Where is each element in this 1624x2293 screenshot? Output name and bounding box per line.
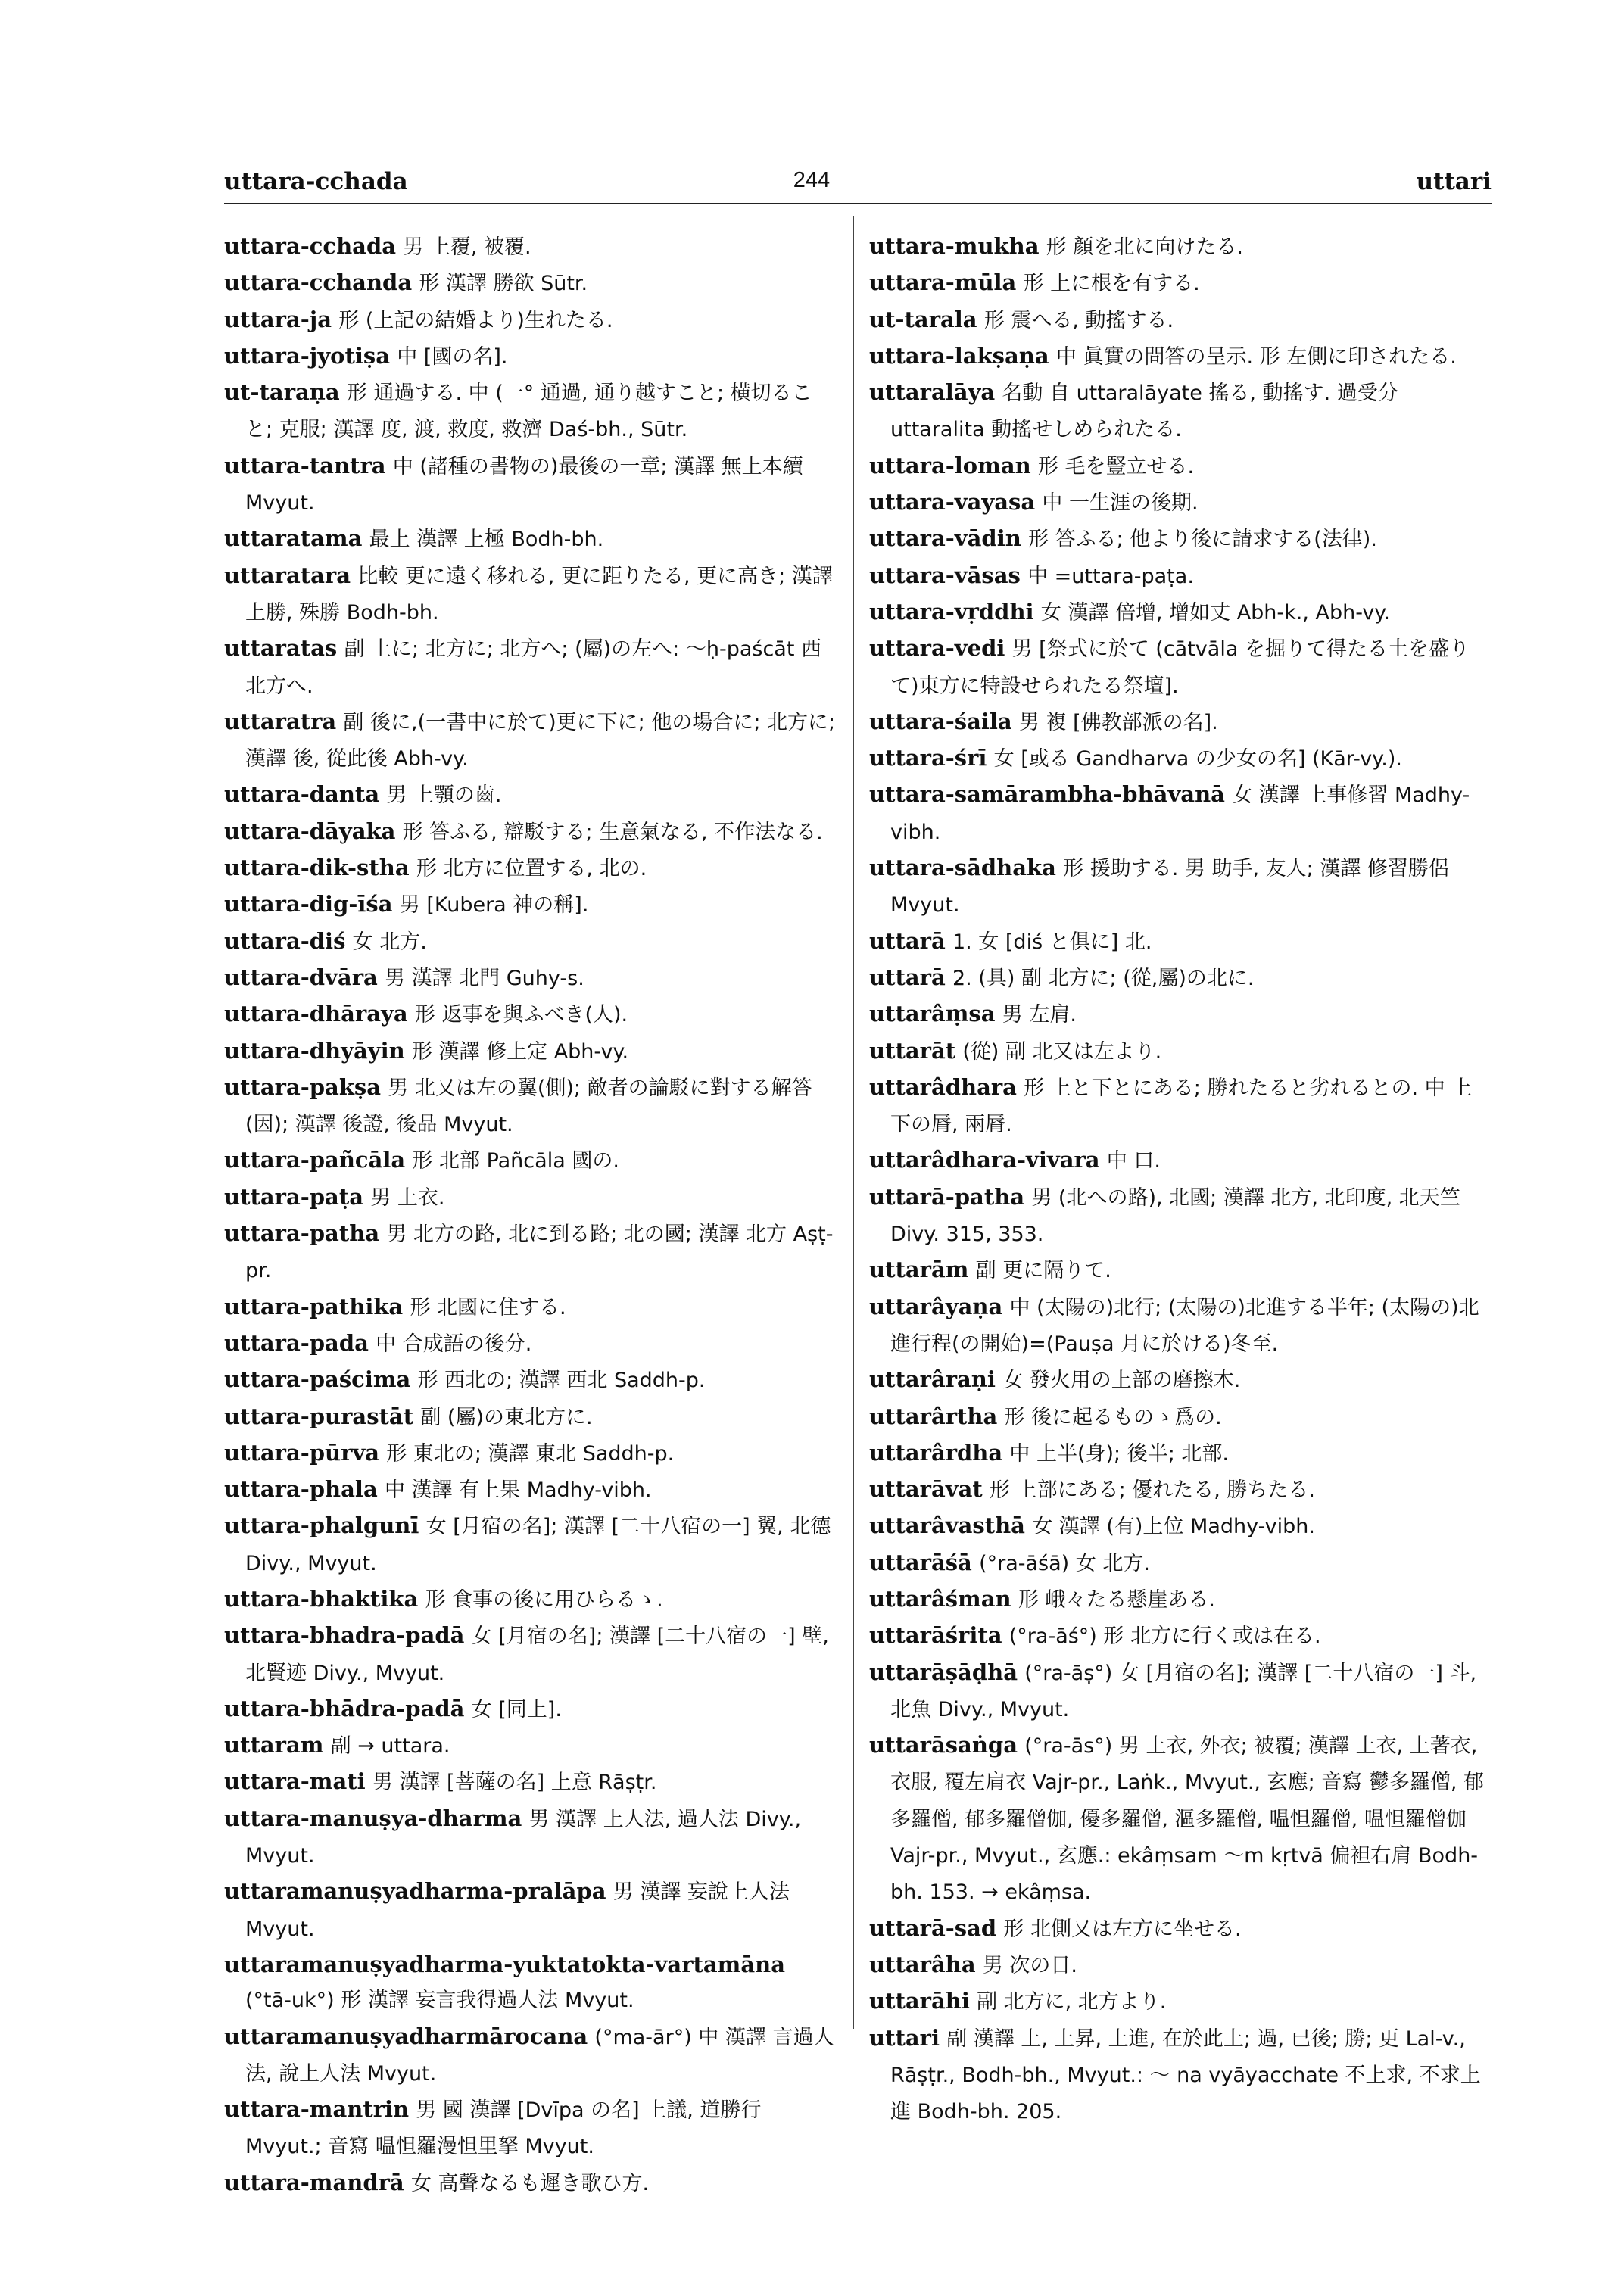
entry-definition: 女 漢譯 上事修習 Madhy-vibh.: [890, 784, 1470, 844]
dictionary-entry: [869, 1252, 1492, 1288]
dictionary-entry: [869, 229, 1492, 265]
entry-headword: uttara-bhādra-padā: [224, 1695, 465, 1721]
entry-definition: 1. 女 [diś と俱に] 北.: [952, 930, 1152, 954]
entry-definition: 女 漢譯 倍增, 增如丈 Abh-k., Abh-vy.: [1040, 600, 1390, 625]
entry-headword: ut-taraṇa: [224, 379, 340, 406]
entry-headword: uttarâraṇi: [869, 1366, 996, 1393]
entry-definition: (從) 副 北又は左より.: [962, 1039, 1162, 1064]
entry-definition: 形 漢譯 修上定 Abh-vy.: [411, 1039, 629, 1064]
entry-definition: 女 漢譯 (有)上位 Madhy-vibh.: [1032, 1515, 1315, 1539]
dictionary-entry: [224, 1801, 836, 1874]
entry-headword: uttaratama: [224, 525, 363, 552]
entry-headword: uttara-samārambha-bhāvanā: [869, 781, 1225, 808]
entry-definition: 2. (具) 副 北方に; (從,屬)の北に.: [952, 966, 1255, 990]
entry-definition: 男 左肩.: [1002, 1003, 1077, 1027]
dictionary-entry: [869, 521, 1492, 557]
entry-definition: 男 上衣.: [370, 1185, 445, 1210]
running-head-left: uttara-cchada: [224, 168, 408, 195]
entry-definition: 形 後に起るものゝ爲の.: [1004, 1405, 1222, 1429]
entry-headword: uttara-cchanda: [224, 269, 413, 296]
entry-definition: 形 東北の; 漢譯 東北 Saddh-p.: [386, 1441, 675, 1466]
dictionary-entry: [224, 1728, 836, 1764]
entry-headword: uttari: [869, 2024, 940, 2051]
dictionary-entry: [224, 631, 836, 704]
entry-headword: uttaratara: [224, 562, 351, 588]
entry-headword: uttarâha: [869, 1951, 976, 1977]
dictionary-entry: [224, 2165, 836, 2201]
entry-definition: (°ra-āś°) 形 北方に行く或は在る.: [1008, 1625, 1321, 1649]
dictionary-entry: [224, 338, 836, 375]
entry-definition: 形 西北の; 漢譯 西北 Saddh-p.: [417, 1369, 706, 1393]
dictionary-entry: [224, 1618, 836, 1691]
dictionary-entry: [224, 1508, 836, 1581]
entry-definition: 形 答ふる, 辯駁する; 生意氣なる, 不作法なる.: [402, 820, 823, 844]
dictionary-entry: [869, 1545, 1492, 1581]
entry-headword: uttara-sādhaka: [869, 855, 1056, 881]
entry-definition: 男 次の日.: [982, 1953, 1078, 1977]
entry-headword: uttara-śaila: [869, 708, 1012, 734]
dictionary-entry: [869, 1435, 1492, 1472]
entry-definition: 最上 漢譯 上極 Bodh-bh.: [369, 528, 604, 552]
running-head-right: uttari: [1416, 168, 1492, 195]
dictionary-entry: [224, 448, 836, 522]
page-number: 244: [793, 168, 831, 192]
dictionary-entry: [869, 1142, 1492, 1179]
entry-definition: 男 [Kubera 神の稱].: [399, 893, 589, 918]
dictionary-entry: [224, 814, 836, 850]
dictionary-entry: [869, 302, 1492, 338]
entry-headword: uttaralāya: [869, 379, 996, 406]
entry-headword: uttarârdha: [869, 1439, 1003, 1466]
dictionary-entry: [224, 1691, 836, 1728]
entry-headword: uttara-cchada: [224, 233, 397, 259]
dictionary-entry: [224, 1142, 836, 1179]
entry-headword: uttara-pada: [224, 1329, 369, 1356]
entry-headword: uttarā-sad: [869, 1914, 997, 1941]
entry-headword: uttara-dāyaka: [224, 818, 396, 844]
entry-definition: 男 漢譯 上人法, 過人法 Divy., Mvyut.: [245, 1807, 802, 1868]
entry-headword: uttara-mukha: [869, 233, 1040, 259]
entry-definition: 女 [月宿の名]; 漢譯 [二十八宿の一] 壁, 北賢迹 Divy., Mvyut.: [245, 1625, 829, 1685]
dictionary-entry: [869, 558, 1492, 594]
entry-headword: uttarāvat: [869, 1476, 983, 1503]
dictionary-entry: [224, 996, 836, 1033]
dictionary-entry: [869, 2020, 1492, 2130]
dictionary-entry: [224, 960, 836, 996]
dictionary-entry: [869, 1911, 1492, 1947]
entry-definition: 女 北方.: [352, 930, 427, 954]
dictionary-entry: [224, 777, 836, 813]
dictionary-entry: [869, 996, 1492, 1033]
entry-definition: 中 合成語の後分.: [376, 1332, 532, 1356]
entry-headword: uttarā: [869, 927, 946, 954]
entry-definition: 男 [祭式に於て (cātvāla を掘りて得たる土を盛りて)東方に特設せられたる祭壇].: [890, 637, 1470, 698]
entry-definition: 形 (上記の結婚より)生れたる.: [338, 308, 613, 332]
entry-headword: uttaram: [224, 1732, 324, 1759]
entry-definition: (°ra-āśā) 女 北方.: [979, 1551, 1150, 1575]
entry-definition: (°ma-ār°) 中 漢譯 言過人法, 說上人法 Mvyut.: [245, 2025, 834, 2086]
entry-headword: uttara-vāsas: [869, 562, 1021, 588]
dictionary-entry: [224, 1764, 836, 1800]
entry-definition: 副 → uttara.: [330, 1734, 450, 1759]
entry-definition: 男 國 漢譯 [Dvīpa の名] 上議, 道勝行 Mvyut.; 音寫 嗢怛羅漫怛里拏 Mvyut.: [245, 2098, 762, 2159]
entry-definition: 副 (屬)の東北方に.: [420, 1405, 593, 1429]
entry-headword: uttara-phala: [224, 1476, 378, 1503]
entry-headword: uttara-śrī: [869, 745, 987, 771]
dictionary-entry: [224, 558, 836, 631]
entry-definition: 中 漢譯 有上果 Madhy-vibh.: [384, 1478, 652, 1503]
entry-headword: uttara-vādin: [869, 525, 1021, 552]
dictionary-entry: [224, 1289, 836, 1326]
entry-headword: uttarâdhara-vivara: [869, 1147, 1100, 1173]
entry-definition: 形 峨々たる懸崖ある.: [1018, 1587, 1216, 1612]
entry-headword: uttara-dik-stha: [224, 855, 410, 881]
entry-definition: 男 複 [佛教部派の名].: [1018, 710, 1218, 734]
dictionary-entry: [224, 1216, 836, 1289]
entry-headword: uttara-ja: [224, 306, 332, 332]
entry-headword: uttaratas: [224, 635, 338, 662]
entry-headword: uttara-pathika: [224, 1293, 404, 1319]
entry-headword: uttara-dig-īśa: [224, 891, 393, 918]
dictionary-entry: [224, 1070, 836, 1143]
entry-definition: 副 上に; 北方に; 北方へ; (屬)の左へ: 〜ḥ-paścāt 西北方へ.: [245, 637, 821, 698]
dictionary-entry: [869, 924, 1492, 960]
entry-headword: uttaratra: [224, 708, 337, 734]
entry-headword: uttara-vedi: [869, 635, 1005, 662]
entry-headword: uttara-bhaktika: [224, 1585, 419, 1612]
dictionary-entry: [869, 448, 1492, 484]
entry-definition: 形 顏を北に向けたる.: [1046, 235, 1243, 259]
entry-headword: uttaramanuṣyadharmārocana: [224, 2023, 588, 2049]
dictionary-entry: [224, 1581, 836, 1618]
entry-headword: uttara-bhadra-padā: [224, 1622, 465, 1649]
entry-definition: 女 高聲なるも遲き歌ひ方.: [410, 2171, 650, 2195]
entry-definition: 形 北國に住する.: [410, 1295, 566, 1319]
entry-definition: 形 漢譯 勝欲 Sūtr.: [419, 272, 588, 296]
entry-definition: 形 上に根を有する.: [1023, 272, 1200, 296]
entry-headword: uttarāt: [869, 1037, 956, 1064]
entry-headword: uttara-lakṣaṇa: [869, 342, 1049, 369]
entry-headword: uttarāśā: [869, 1549, 972, 1575]
entry-definition: (°tā-uk°) 形 漢譯 妄言我得過人法 Mvyut.: [245, 1989, 634, 2013]
column-divider: [853, 216, 854, 2029]
entry-definition: 形 返事を與ふべき(人).: [414, 1003, 628, 1027]
entry-headword: uttara-pakṣa: [224, 1073, 382, 1100]
entry-definition: 中 眞實の問答の呈示. 形 左側に印されたる.: [1055, 344, 1457, 369]
entry-headword: uttara-dvāra: [224, 964, 378, 990]
entry-definition: 中 上半(身); 後半; 北部.: [1009, 1441, 1229, 1466]
entry-definition: 副 更に隔りて.: [975, 1259, 1111, 1283]
entry-headword: uttara-pūrva: [224, 1439, 380, 1466]
entry-definition: 副 漢譯 上, 上昇, 上進, 在於此上; 過, 已後; 勝; 更 Lal-v., Rāṣṭr., Bodh-bh., Mvyut.: 〜 na vyāyacchate 不上求, 不求上進 Bodh-bh. 205.: [890, 2027, 1481, 2124]
dictionary-entry: [869, 1618, 1492, 1654]
dictionary-entry: [224, 521, 836, 557]
entry-definition: 形 北方に位置する, 北の.: [416, 857, 647, 881]
dictionary-entry: [224, 1874, 836, 1947]
entry-definition: 男 北方の路, 北に到る路; 北の國; 漢譯 北方 Aṣṭ-pr.: [245, 1223, 834, 1283]
dictionary-entry: [224, 2092, 836, 2165]
entry-headword: uttarāṣāḍhā: [869, 1659, 1018, 1685]
dictionary-entry: [224, 704, 836, 777]
entry-definition: 男 (北への路), 北國; 漢譯 北方, 北印度, 北天竺 Divy. 315, 353.: [890, 1185, 1460, 1247]
dictionary-entry: [224, 1326, 836, 1362]
dictionary-entry: [869, 1581, 1492, 1618]
entry-definition: (°ra-ās°) 男 上衣, 外衣; 被覆; 漢譯 上衣, 上著衣, 衣服, 覆左肩衣 Vajr-pr., Laṅk., Mvyut., 玄應; 音寫 鬱多羅僧, 郁多羅僧, 郁多羅僧伽, 優多羅僧, 漚多羅僧, 嗢怛羅僧, 嗢怛羅僧伽 Vajr-pr., Mvyut., 玄應.: ekâṃsam 〜m kṛtvā 偏袒右肩 Bodh-bh. 153. → ekâṃsa.: [890, 1734, 1485, 1905]
dictionary-entry: [224, 1435, 836, 1472]
dictionary-entry: [869, 594, 1492, 631]
entry-headword: uttarā-patha: [869, 1183, 1025, 1210]
entry-definition: 形 援助する. 男 助手, 友人; 漢譯 修習勝侶 Mvyut.: [890, 857, 1449, 918]
dictionary-entry: [224, 1947, 836, 2019]
entry-headword: uttara-manuṣya-dharma: [224, 1805, 522, 1831]
entry-definition: 男 上顎の齒.: [386, 784, 502, 808]
entry-headword: uttara-purastāt: [224, 1403, 414, 1429]
dictionary-entry: [224, 1399, 836, 1435]
dictionary-entry: [224, 2019, 836, 2092]
entry-definition: 男 漢譯 北門 Guhy-s.: [384, 966, 584, 990]
entry-definition: 男 漢譯 妄說上人法 Mvyut.: [245, 1880, 790, 1941]
entry-headword: uttarāśrita: [869, 1622, 1002, 1649]
entry-definition: 男 漢譯 [菩薩の名] 上意 Rāṣṭr.: [372, 1771, 657, 1795]
entry-headword: uttaramanuṣyadharma-yuktatokta-vartamāna: [224, 1951, 786, 1977]
entry-definition: 中 (諸種の書物の)最後の一章; 漢譯 無上本續 Mvyut.: [245, 454, 803, 516]
dictionary-entry: [869, 631, 1492, 704]
dictionary-entry: [224, 302, 836, 338]
dictionary-entry: [869, 1070, 1492, 1143]
entry-definition: 形 北側又は左方に坐せる.: [1003, 1917, 1242, 1941]
entry-headword: uttarâyaṇa: [869, 1293, 1003, 1319]
dictionary-entry: [224, 265, 836, 301]
entry-headword: uttara-mūla: [869, 269, 1017, 296]
entry-definition: 女 [同上].: [471, 1697, 562, 1721]
dictionary-entry: [869, 338, 1492, 375]
entry-headword: uttara-dhyāyin: [224, 1037, 405, 1064]
entry-headword: uttara-diś: [224, 927, 346, 954]
dictionary-entry: [224, 924, 836, 960]
dictionary-entry: [869, 1983, 1492, 2020]
dictionary-entry: [869, 1655, 1492, 1728]
dictionary-entry: [869, 265, 1492, 301]
entry-headword: uttara-vṛddhi: [869, 598, 1034, 625]
entry-headword: uttara-mandrā: [224, 2169, 404, 2195]
entry-headword: uttara-tantra: [224, 452, 386, 478]
entry-headword: uttara-vayasa: [869, 489, 1036, 516]
dictionary-entry: [224, 1179, 836, 1216]
entry-definition: 比較 更に遠く移れる, 更に距りたる, 更に高き; 漢譯 上勝, 殊勝 Bodh-bh.: [245, 564, 833, 625]
entry-definition: 中 一生涯の後期.: [1042, 491, 1199, 516]
entry-headword: uttarā: [869, 964, 946, 990]
dictionary-entry: [869, 740, 1492, 777]
entry-definition: 名動 自 uttaralāyate 搖る, 動搖す. 過受分 uttaralita 動搖せしめられたる.: [890, 382, 1398, 442]
entry-definition: 形 北部 Pañcāla 國の.: [412, 1149, 619, 1173]
entry-definition: 形 食事の後に用ひらるゝ.: [425, 1587, 663, 1612]
dictionary-entry: [869, 1472, 1492, 1508]
entry-headword: uttara-dhāraya: [224, 1001, 408, 1027]
entry-headword: uttarârtha: [869, 1403, 998, 1429]
right-column: [869, 229, 1492, 2129]
dictionary-entry: [869, 1362, 1492, 1398]
entry-headword: uttara-mantrin: [224, 2096, 410, 2123]
entry-definition: 男 上覆, 被覆.: [403, 235, 531, 259]
entry-headword: uttara-mati: [224, 1768, 366, 1795]
dictionary-entry: [224, 1033, 836, 1070]
entry-definition: 女 [月宿の名]; 漢譯 [二十八宿の一] 翼, 北德 Divy., Mvyut.: [245, 1515, 831, 1575]
entry-definition: 男 北又は左の翼(側); 敵者の論駁に對する解答(因); 漢譯 後證, 後品 Mvyut.: [245, 1076, 812, 1137]
dictionary-entry: [869, 960, 1492, 996]
dictionary-entry: [869, 484, 1492, 521]
dictionary-entry: [869, 1289, 1492, 1363]
entry-definition: 形 通過する. 中 (一° 通過, 通り越すこと; 横切ること; 克服; 漢譯 度, 渡, 救度, 救濟 Daś-bh., Sūtr.: [245, 382, 812, 442]
entry-headword: uttara-jyotiṣa: [224, 342, 390, 369]
dictionary-entry: [869, 1033, 1492, 1070]
dictionary-entry: [224, 375, 836, 448]
dictionary-entry: [224, 229, 836, 265]
entry-definition: 女 發火用の上部の磨擦木.: [1002, 1369, 1241, 1393]
dictionary-entry: [869, 850, 1492, 924]
dictionary-entry: [869, 1399, 1492, 1435]
dictionary-entry: [224, 850, 836, 886]
entry-definition: 形 上と下とにある; 勝れたると劣れるとの. 中 上下の脣, 兩脣.: [890, 1076, 1473, 1137]
entry-headword: ut-tarala: [869, 306, 977, 332]
dictionary-entry: [869, 1728, 1492, 1910]
dictionary-entry: [224, 886, 836, 923]
dictionary-entry: [869, 1179, 1492, 1253]
entry-headword: uttara-paṭa: [224, 1183, 364, 1210]
entry-definition: 形 答ふる; 他より後に請求する(法律).: [1028, 528, 1377, 552]
entry-headword: uttarāhi: [869, 1988, 970, 2014]
entry-headword: uttara-phalgunī: [224, 1513, 419, 1539]
dictionary-entry: [869, 1508, 1492, 1544]
entry-headword: uttara-patha: [224, 1220, 380, 1247]
dictionary-entry: [869, 704, 1492, 740]
entry-definition: 副 北方に, 北方より.: [977, 1990, 1167, 2014]
entry-definition: 中 口.: [1106, 1149, 1161, 1173]
entry-definition: 副 後に,(一書中に於て)更に下に; 他の場合に; 北方に; 漢譯 後, 從此後 Abh-vy.: [245, 710, 836, 771]
entry-definition: 形 毛を豎立せる.: [1037, 454, 1195, 478]
entry-headword: uttara-pañcāla: [224, 1147, 406, 1173]
dictionary-entry: [869, 777, 1492, 850]
entry-definition: 女 [或る Gandharva の少女の名] (Kār-vy.).: [993, 747, 1403, 771]
entry-definition: 中 =uttara-paṭa.: [1027, 564, 1194, 588]
entry-definition: 中 (太陽の)北行; (太陽の)北進する半年; (太陽の)北進行程(の開始)=(Pauṣa 月に於ける)冬至.: [890, 1295, 1479, 1356]
entry-headword: uttarâṃsa: [869, 1001, 996, 1027]
dictionary-entry: [224, 1362, 836, 1398]
entry-headword: uttaramanuṣyadharma-pralāpa: [224, 1878, 606, 1905]
dictionary-entry: [869, 1947, 1492, 1983]
dictionary-entry: [224, 1472, 836, 1508]
entry-definition: 形 上部にある; 優れたる, 勝ちたる.: [990, 1478, 1316, 1503]
entry-headword: uttarâśman: [869, 1585, 1011, 1612]
entry-definition: (°ra-āṣ°) 女 [月宿の名]; 漢譯 [二十八宿の一] 斗, 北魚 Divy., Mvyut.: [890, 1661, 1477, 1721]
entry-headword: uttarâvasthā: [869, 1513, 1025, 1539]
entry-definition: 中 [國の名].: [397, 344, 508, 369]
entry-headword: uttarâdhara: [869, 1073, 1017, 1100]
entry-headword: uttarāsaṅga: [869, 1732, 1018, 1759]
entry-headword: uttarām: [869, 1257, 969, 1283]
entry-headword: uttara-danta: [224, 781, 380, 808]
entry-definition: 形 震へる, 動搖する.: [983, 308, 1174, 332]
entry-headword: uttara-loman: [869, 452, 1031, 478]
dictionary-entry: [869, 375, 1492, 448]
entry-headword: uttara-paścima: [224, 1366, 411, 1393]
left-column: [224, 229, 836, 2201]
header-rule: [224, 203, 1492, 204]
